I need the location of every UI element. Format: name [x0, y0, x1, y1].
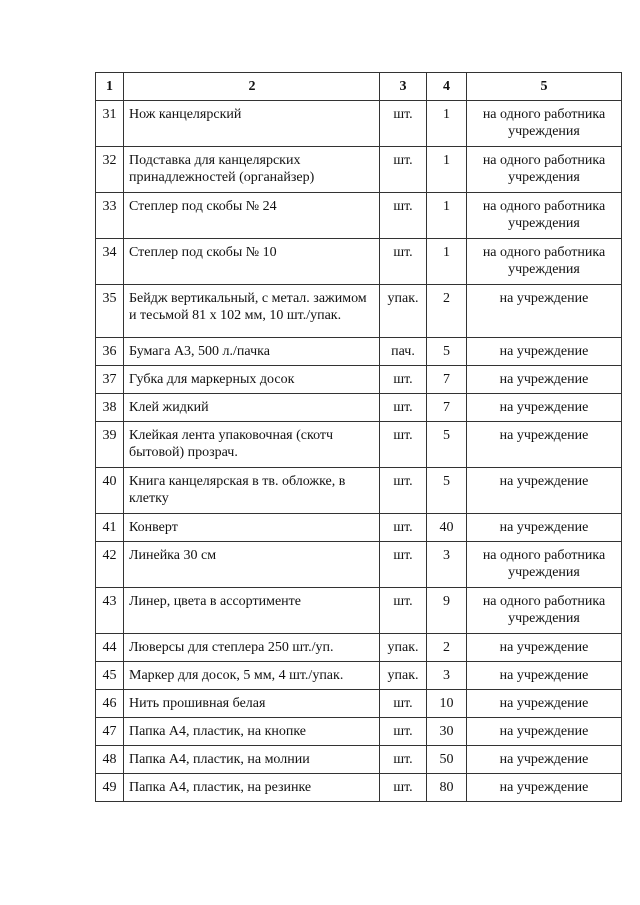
item-name: Линейка 30 см — [124, 542, 380, 588]
table-row — [96, 718, 622, 746]
item-quantity: 10 — [427, 690, 467, 718]
item-unit: шт. — [380, 147, 427, 193]
item-name: Бейдж вертикальный, с метал. зажимом и тесьмой 81 х 102 мм, 10 шт./упак. — [124, 285, 380, 338]
item-unit: шт. — [380, 468, 427, 514]
item-unit: шт. — [380, 588, 427, 634]
header-col-5: 5 — [467, 73, 622, 101]
table-row — [96, 366, 622, 394]
item-unit: шт. — [380, 746, 427, 774]
item-quantity: 1 — [427, 193, 467, 239]
table-row — [96, 394, 622, 422]
row-number: 46 — [96, 690, 124, 718]
supplies-table — [95, 72, 622, 802]
item-unit: шт. — [380, 774, 427, 802]
item-name: Нож канцелярский — [124, 101, 380, 147]
item-name: Папка А4, пластик, на кнопке — [124, 718, 380, 746]
item-unit: упак. — [380, 634, 427, 662]
row-number: 40 — [96, 468, 124, 514]
row-number: 34 — [96, 239, 124, 285]
header-row — [96, 73, 622, 101]
item-note: на одного работника учреждения — [467, 193, 622, 239]
item-note: на учреждение — [467, 422, 622, 468]
item-name: Люверсы для степлера 250 шт./уп. — [124, 634, 380, 662]
table-row — [96, 468, 622, 514]
item-quantity: 30 — [427, 718, 467, 746]
item-name: Линер, цвета в ассортименте — [124, 588, 380, 634]
row-number: 41 — [96, 514, 124, 542]
item-quantity: 40 — [427, 514, 467, 542]
table-row — [96, 746, 622, 774]
item-unit: упак. — [380, 285, 427, 338]
item-quantity: 1 — [427, 101, 467, 147]
header-col-3: 3 — [380, 73, 427, 101]
item-quantity: 1 — [427, 239, 467, 285]
item-note: на одного работника учреждения — [467, 588, 622, 634]
item-note: на учреждение — [467, 662, 622, 690]
item-unit: пач. — [380, 338, 427, 366]
row-number: 39 — [96, 422, 124, 468]
item-note: на учреждение — [467, 634, 622, 662]
item-name: Папка А4, пластик, на молнии — [124, 746, 380, 774]
item-quantity: 9 — [427, 588, 467, 634]
table-row — [96, 588, 622, 634]
item-quantity: 5 — [427, 338, 467, 366]
item-name: Подставка для канцелярских принадлежностей (органайзер) — [124, 147, 380, 193]
item-unit: шт. — [380, 422, 427, 468]
item-name: Степлер под скобы № 10 — [124, 239, 380, 285]
item-name: Папка А4, пластик, на резинке — [124, 774, 380, 802]
item-unit: шт. — [380, 394, 427, 422]
item-name: Конверт — [124, 514, 380, 542]
table-row — [96, 514, 622, 542]
item-note: на учреждение — [467, 394, 622, 422]
item-note: на учреждение — [467, 718, 622, 746]
item-note: на одного работника учреждения — [467, 542, 622, 588]
item-quantity: 50 — [427, 746, 467, 774]
table-row — [96, 239, 622, 285]
item-quantity: 80 — [427, 774, 467, 802]
header-col-4: 4 — [427, 73, 467, 101]
item-unit: шт. — [380, 239, 427, 285]
table-row — [96, 101, 622, 147]
header-col-1: 1 — [96, 73, 124, 101]
table-row — [96, 662, 622, 690]
item-quantity: 3 — [427, 662, 467, 690]
item-unit: упак. — [380, 662, 427, 690]
table-row — [96, 774, 622, 802]
item-unit: шт. — [380, 514, 427, 542]
item-quantity: 3 — [427, 542, 467, 588]
header-col-2: 2 — [124, 73, 380, 101]
table-row — [96, 690, 622, 718]
item-note: на одного работника учреждения — [467, 239, 622, 285]
item-unit: шт. — [380, 690, 427, 718]
row-number: 31 — [96, 101, 124, 147]
row-number: 43 — [96, 588, 124, 634]
item-name: Клейкая лента упаковочная (скотч бытовой) прозрач. — [124, 422, 380, 468]
item-note: на одного работника учреждения — [467, 147, 622, 193]
row-number: 33 — [96, 193, 124, 239]
item-note: на учреждение — [467, 746, 622, 774]
item-quantity: 5 — [427, 468, 467, 514]
item-note: на учреждение — [467, 774, 622, 802]
item-name: Нить прошивная белая — [124, 690, 380, 718]
table-row — [96, 285, 622, 338]
row-number: 47 — [96, 718, 124, 746]
item-note: на учреждение — [467, 366, 622, 394]
row-number: 37 — [96, 366, 124, 394]
item-note: на учреждение — [467, 690, 622, 718]
item-quantity: 7 — [427, 366, 467, 394]
table-row — [96, 147, 622, 193]
item-unit: шт. — [380, 101, 427, 147]
item-name: Бумага А3, 500 л./пачка — [124, 338, 380, 366]
table-row — [96, 422, 622, 468]
row-number: 44 — [96, 634, 124, 662]
item-note: на учреждение — [467, 468, 622, 514]
row-number: 48 — [96, 746, 124, 774]
row-number: 38 — [96, 394, 124, 422]
row-number: 32 — [96, 147, 124, 193]
item-quantity: 2 — [427, 285, 467, 338]
table-row — [96, 338, 622, 366]
row-number: 49 — [96, 774, 124, 802]
item-note: на учреждение — [467, 514, 622, 542]
item-quantity: 2 — [427, 634, 467, 662]
item-name: Книга канцелярская в тв. обложке, в клетку — [124, 468, 380, 514]
row-number: 36 — [96, 338, 124, 366]
table-body — [96, 101, 622, 802]
table-row — [96, 193, 622, 239]
item-unit: шт. — [380, 366, 427, 394]
item-unit: шт. — [380, 718, 427, 746]
item-name: Степлер под скобы № 24 — [124, 193, 380, 239]
row-number: 42 — [96, 542, 124, 588]
item-unit: шт. — [380, 542, 427, 588]
item-note: на учреждение — [467, 285, 622, 338]
item-name: Маркер для досок, 5 мм, 4 шт./упак. — [124, 662, 380, 690]
item-quantity: 7 — [427, 394, 467, 422]
table-row — [96, 634, 622, 662]
item-note: на одного работника учреждения — [467, 101, 622, 147]
item-quantity: 1 — [427, 147, 467, 193]
item-name: Клей жидкий — [124, 394, 380, 422]
item-quantity: 5 — [427, 422, 467, 468]
row-number: 45 — [96, 662, 124, 690]
item-name: Губка для маркерных досок — [124, 366, 380, 394]
row-number: 35 — [96, 285, 124, 338]
item-note: на учреждение — [467, 338, 622, 366]
table-row — [96, 542, 622, 588]
item-unit: шт. — [380, 193, 427, 239]
